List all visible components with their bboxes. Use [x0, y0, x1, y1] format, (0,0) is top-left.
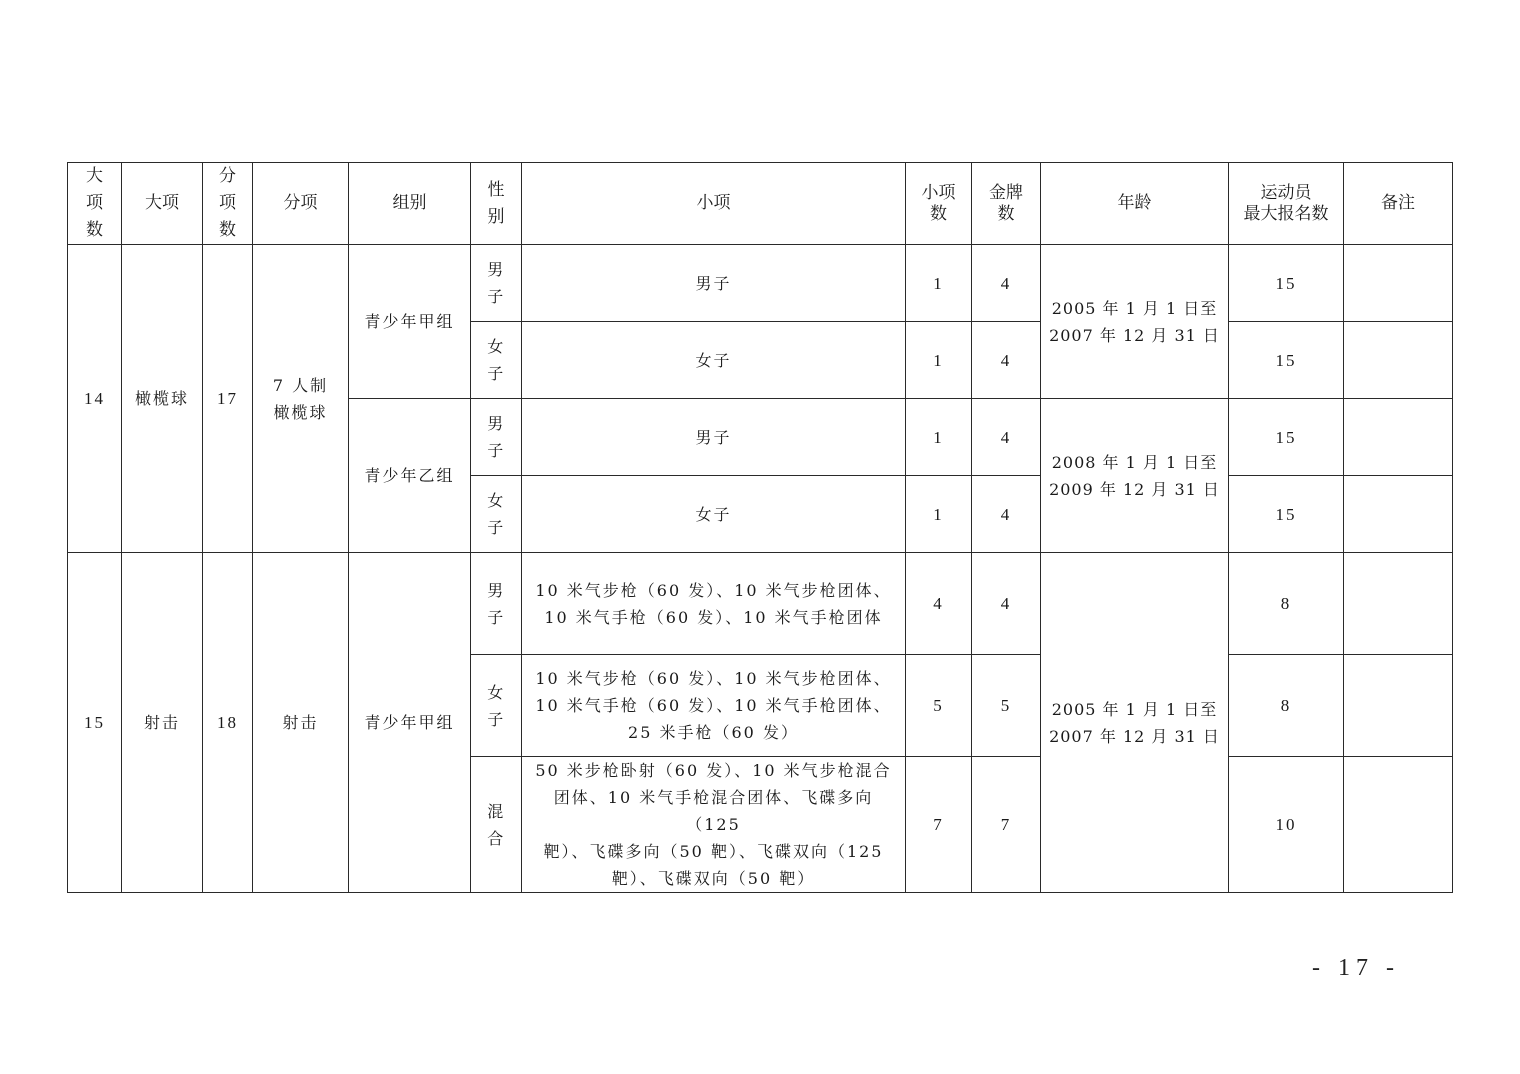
header-major: 大项	[122, 163, 203, 245]
header-gender: 性别	[471, 163, 522, 245]
age-line2: 2009 年 12 月 31 日	[1049, 479, 1220, 499]
events-cell	[522, 655, 906, 757]
table-row	[68, 245, 1453, 322]
age-line1: 2005 年 1 月 1 日至	[1051, 699, 1218, 719]
notes-cell	[1344, 757, 1453, 893]
notes-cell	[1344, 245, 1453, 322]
events-line: 10 米气手枪（60 发）、10 米气手枪团体、	[535, 696, 892, 715]
major-count-cell: 14	[68, 245, 122, 553]
event-count-cell: 7	[906, 757, 972, 893]
notes-cell	[1344, 399, 1453, 476]
max-entries-cell: 15	[1229, 322, 1344, 399]
events-line: 靶）、飞碟双向（50 靶）	[611, 869, 816, 888]
event-count-cell: 1	[906, 245, 972, 322]
gold-count-cell: 4	[972, 399, 1041, 476]
major-cell: 射击	[122, 553, 203, 893]
sub-count-cell: 18	[203, 553, 253, 893]
table-row	[68, 553, 1453, 655]
header-row	[68, 163, 1453, 245]
major-cell: 橄榄球	[122, 245, 203, 553]
header-max-entries-line1: 运动员	[1260, 182, 1312, 203]
events-cell	[522, 757, 906, 893]
header-gold-count: 金牌数	[972, 163, 1041, 245]
gold-count-cell: 5	[972, 655, 1041, 757]
events-line: 10 米气步枪（60 发）、10 米气步枪团体、	[535, 669, 892, 688]
events-line: 团体、10 米气手枪混合团体、飞碟多向（125	[553, 788, 874, 834]
events-cell	[522, 553, 906, 655]
max-entries-cell: 8	[1229, 655, 1344, 757]
header-sub-count: 分项数	[203, 163, 253, 245]
max-entries-cell: 15	[1229, 476, 1344, 553]
gender-cell: 混合	[471, 757, 522, 893]
notes-cell	[1344, 553, 1453, 655]
event-count-cell: 1	[906, 322, 972, 399]
header-group: 组别	[349, 163, 471, 245]
sub-line1: 7 人制	[272, 375, 329, 395]
sub-line2: 橄榄球	[273, 402, 328, 422]
events-table	[67, 162, 1453, 893]
gender-cell: 女子	[471, 322, 522, 399]
events-cell: 男子	[522, 245, 906, 322]
max-entries-cell: 15	[1229, 399, 1344, 476]
header-age: 年龄	[1041, 163, 1229, 245]
event-count-cell: 1	[906, 476, 972, 553]
header-max-entries-line2: 最大报名数	[1243, 203, 1329, 224]
gold-count-cell: 7	[972, 757, 1041, 893]
header-major-count: 大项数	[68, 163, 122, 245]
sub-cell: 射击	[253, 553, 349, 893]
page-number: - 17 -	[1312, 955, 1400, 981]
event-count-cell: 5	[906, 655, 972, 757]
group-cell: 青少年甲组	[349, 553, 471, 893]
max-entries-cell: 10	[1229, 757, 1344, 893]
header-events: 小项	[522, 163, 906, 245]
events-cell: 女子	[522, 322, 906, 399]
gender-cell: 女子	[471, 655, 522, 757]
age-cell	[1041, 245, 1229, 399]
gender-cell: 男子	[471, 245, 522, 322]
age-line2: 2007 年 12 月 31 日	[1049, 325, 1220, 345]
age-line1: 2008 年 1 月 1 日至	[1051, 452, 1218, 472]
events-line: 10 米气手枪（60 发）、10 米气手枪团体	[544, 607, 883, 627]
events-line: 25 米手枪（60 发）	[628, 723, 799, 742]
gender-cell: 女子	[471, 476, 522, 553]
age-line2: 2007 年 12 月 31 日	[1049, 726, 1220, 746]
sub-cell	[253, 245, 349, 553]
events-cell: 女子	[522, 476, 906, 553]
events-line: 50 米步枪卧射（60 发）、10 米气步枪混合	[535, 761, 892, 780]
age-line1: 2005 年 1 月 1 日至	[1051, 298, 1218, 318]
gold-count-cell: 4	[972, 322, 1041, 399]
gold-count-cell: 4	[972, 245, 1041, 322]
age-cell	[1041, 399, 1229, 553]
header-sub: 分项	[253, 163, 349, 245]
age-cell	[1041, 553, 1229, 893]
gold-count-cell: 4	[972, 553, 1041, 655]
gender-cell: 男子	[471, 399, 522, 476]
max-entries-cell: 8	[1229, 553, 1344, 655]
group-cell: 青少年乙组	[349, 399, 471, 553]
max-entries-cell: 15	[1229, 245, 1344, 322]
events-cell: 男子	[522, 399, 906, 476]
gender-cell: 男子	[471, 553, 522, 655]
gold-count-cell: 4	[972, 476, 1041, 553]
header-max-entries	[1229, 163, 1344, 245]
sub-count-cell: 17	[203, 245, 253, 553]
group-cell: 青少年甲组	[349, 245, 471, 399]
notes-cell	[1344, 322, 1453, 399]
major-count-cell: 15	[68, 553, 122, 893]
header-event-count: 小项数	[906, 163, 972, 245]
events-line: 10 米气步枪（60 发）、10 米气步枪团体、	[535, 580, 892, 600]
event-count-cell: 4	[906, 553, 972, 655]
header-notes: 备注	[1344, 163, 1453, 245]
notes-cell	[1344, 655, 1453, 757]
events-line: 靶）、飞碟多向（50 靶）、飞碟双向（125	[543, 842, 884, 861]
notes-cell	[1344, 476, 1453, 553]
event-count-cell: 1	[906, 399, 972, 476]
